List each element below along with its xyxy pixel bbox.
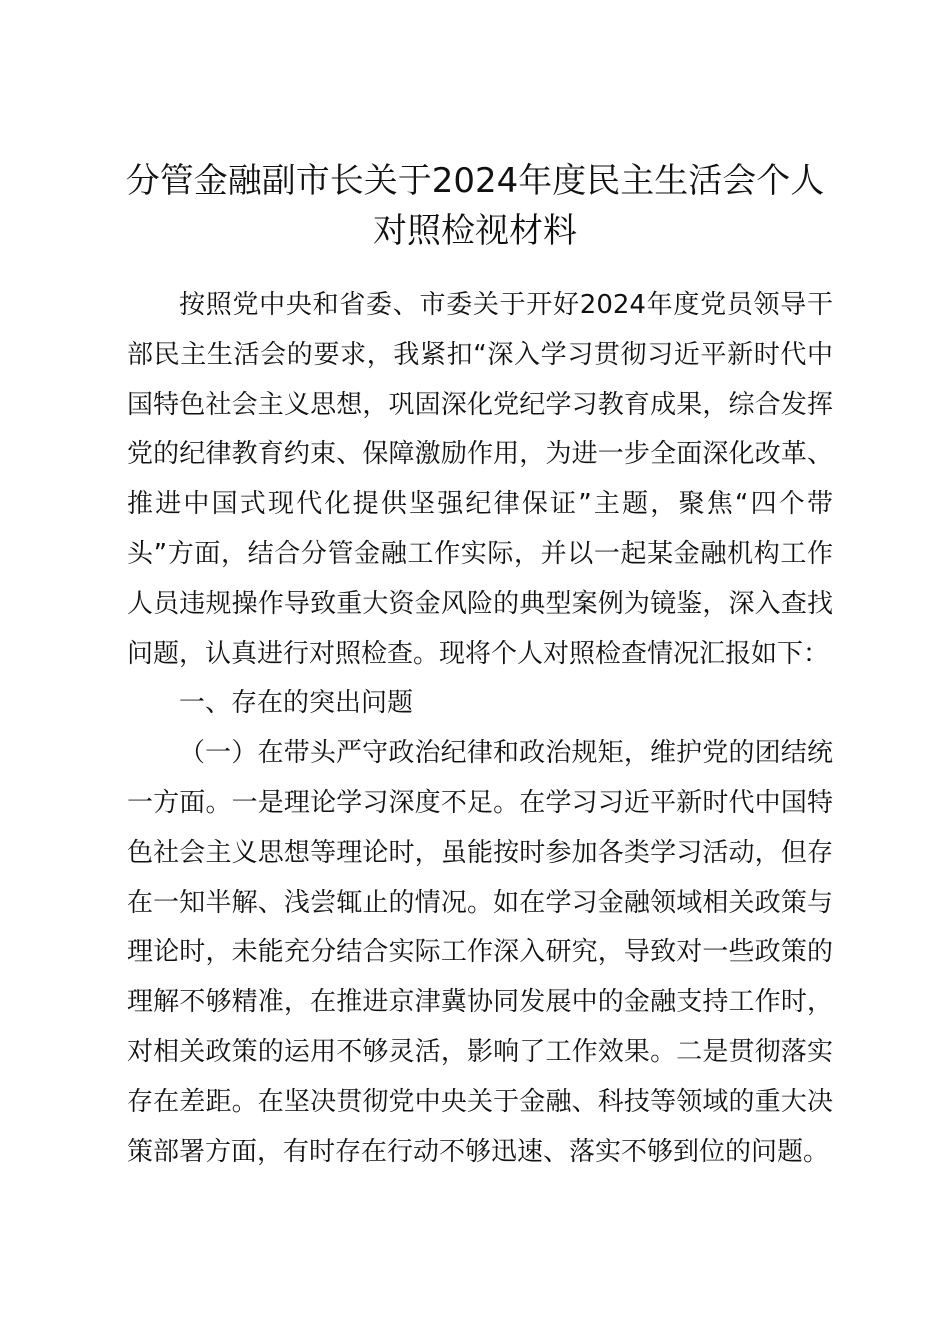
intro-paragraph: 按照党中央和省委、市委关于开好2024年度党员领导干部民主生活会的要求，我紧扣“深入学习贯彻习近平新时代中国特色社会主义思想，巩固深化党纪学习教育成果，综合发挥党的纪律教育约束、保障激励作用，为进一步全面深化改革、推进中国式现代化提供坚强纪律保证”主题，聚焦“四个带头”方面，结合分管金融工作实际，并以一起某金融机构工作人员违规操作导致重大资金风险的典型案例为镜鉴，深入查找问题，认真进行对照检查。现将个人对照检查情况汇报如下：: [127, 290, 833, 669]
document-title: 分管金融副市长关于2024年度民主生活会个人对照检视材料: [125, 161, 825, 251]
section-heading: 一、存在的突出问题: [179, 688, 414, 719]
document-body: [127, 281, 833, 1177]
section-paragraph: （一）在带头严守政治纪律和政治规矩，维护党的团结统一方面。一是理论学习深度不足。在学习习近平新时代中国特色社会主义思想等理论时，虽能按时参加各类学习活动，但存在一知半解、浅尝辄止的情况。如在学习金融领域相关政策与理论时，未能充分结合实际工作深入研究，导致对一些政策的理解不够精准，在推进京津冀协同发展中的金融支持工作时，对相关政策的运用不够灵活，影响了工作效果。二是贯彻落实存在差距。在坚决贯彻党中央关于金融、科技等领域的重大决策部署方面，有时存在行动不够迅速、落实不够到位的问题。: [127, 738, 833, 1167]
